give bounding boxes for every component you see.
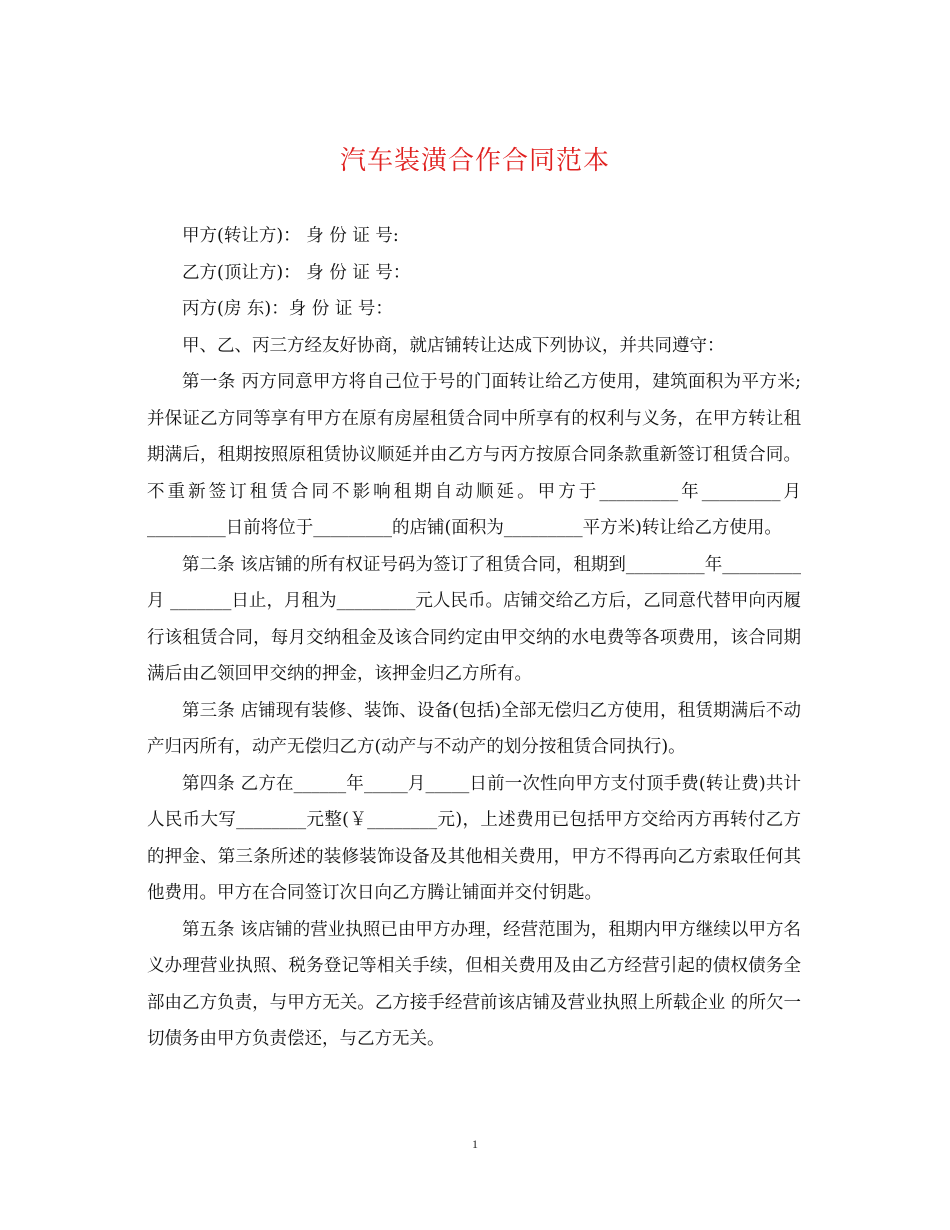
document-body (147, 218, 801, 1058)
party-c-line: 丙方(房 东)：身 份 证 号： (182, 299, 393, 319)
preamble-paragraph: 甲、乙、丙三方经友好协商，就店铺转让达成下列协议，并共同遵守： (182, 335, 725, 356)
article-1-paragraph: 第一条 丙方同意甲方将自己位于号的门面转让给乙方使用，建筑面积为平方米;并保证乙方同等享有甲方在原有房屋租赁合同中所享有的权利与义务，在甲方转让租期满后，租期按照原租赁协议顺延并由乙方与丙方按原合同条款重新签订租赁合同。不重新签订租赁合同不影响租期自动顺延。甲方于_________年_________月_________日前将位于_________的店铺(面积为_________平方米)转让给乙方使用。 (147, 372, 801, 538)
party-a-line: 甲方(转让方)： 身 份 证 号: (182, 226, 399, 246)
page-number: 1 (472, 1137, 478, 1151)
article-4-paragraph: 第四条 乙方在______年_____月_____日前一次性向甲方支付顶手费(转让费)共计人民币大写________元整(￥________元)，上述费用已包括甲方交给丙方再转付乙方的押金、第三条所述的装修装饰设备及其他相关费用，甲方不得再向乙方索取任何其他费用。甲方在合同签订次日向乙方腾让铺面并交付钥匙。 (147, 773, 801, 903)
article-5-paragraph: 第五条 该店铺的营业执照已由甲方办理，经营范围为，租期内甲方继续以甲方名义办理营业执照、税务登记等相关手续，但相关费用及由乙方经营引起的债权债务全部由乙方负责，与甲方无关。乙方接手经营前该店铺及营业执照上所载企业 的所欠一切债务由甲方负责偿还，与乙方无关。 (147, 919, 801, 1049)
document-title: 汽车装潢合作合同范本 (339, 146, 610, 176)
party-b-line: 乙方(顶让方)： 身 份 证 号： (182, 262, 411, 283)
article-3-paragraph: 第三条 店铺现有装修、装饰、设备(包括)全部无偿归乙方使用，租赁期满后不动产归丙所有，动产无偿归乙方(动产与不动产的划分按租赁合同执行)。 (147, 700, 801, 757)
article-2-paragraph: 第二条 该店铺的所有权证号码为签订了租赁合同，租期到_________年_________月 _______日止，月租为_________元人民币。店铺交给乙方后，乙同意代替甲向丙履行该租赁合同，每月交纳租金及该合同约定由甲交纳的水电费等各项费用，该合同期满后由乙领回甲交纳的押金，该押金归乙方所有。 (147, 554, 801, 684)
